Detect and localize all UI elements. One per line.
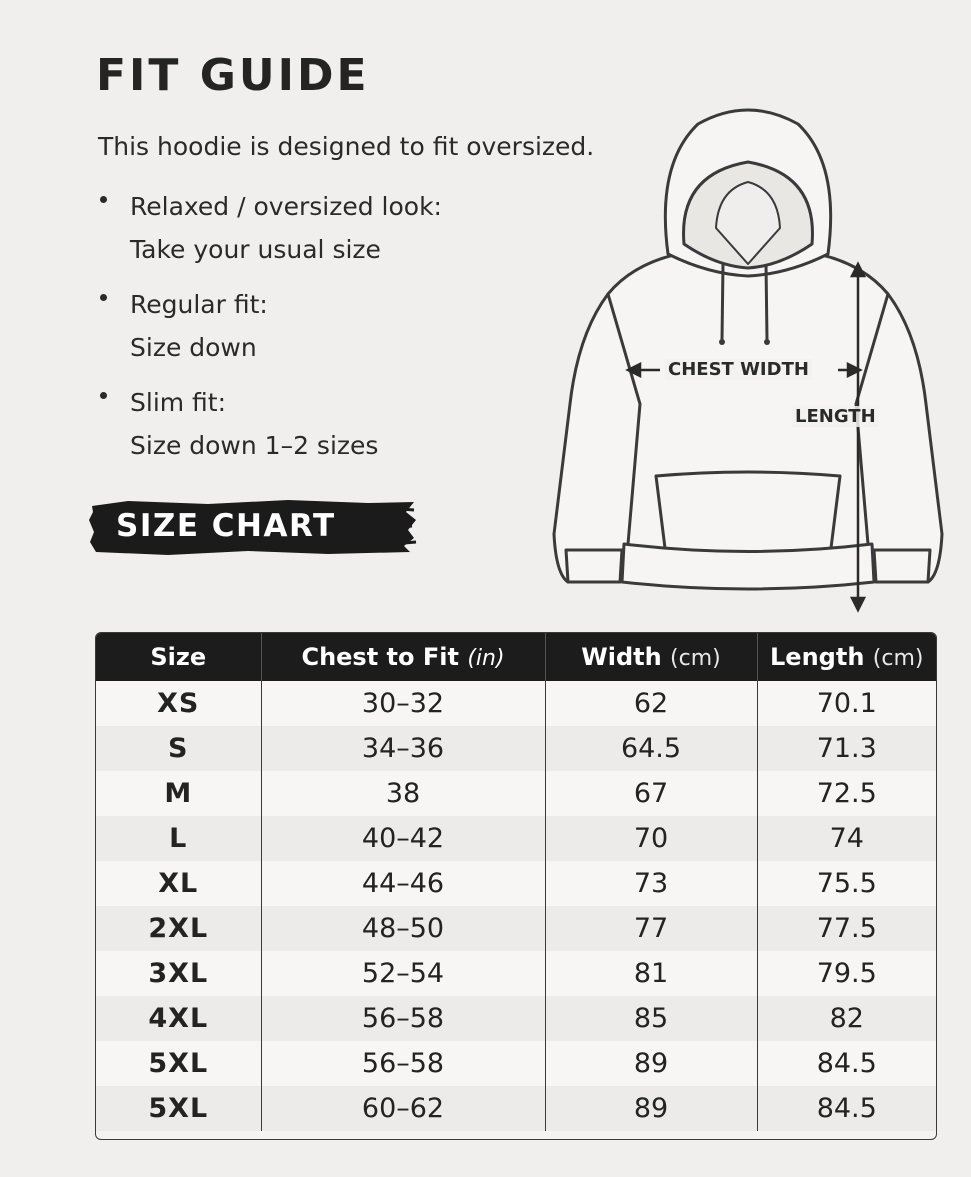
width-cell: 73: [545, 861, 757, 906]
chest-cell: 30–32: [261, 681, 545, 726]
table-row: [96, 996, 936, 1041]
fit-option: [98, 284, 442, 370]
size-cell: L: [96, 816, 261, 861]
table-row: [96, 816, 936, 861]
width-unit-label: (cm): [670, 646, 721, 671]
fit-options-list: [98, 186, 442, 480]
length-cell: 77.5: [757, 906, 936, 951]
length-label: LENGTH: [792, 406, 879, 427]
length-cell: 74: [757, 816, 936, 861]
fit-option-label: Relaxed / oversized look:: [130, 192, 442, 221]
width-cell: 64.5: [545, 726, 757, 771]
length-column-header: [757, 633, 936, 681]
size-cell: 5XL: [96, 1086, 261, 1131]
width-cell: 89: [545, 1041, 757, 1086]
chest-cell: 44–46: [261, 861, 545, 906]
size-cell: 3XL: [96, 951, 261, 996]
size-cell: 4XL: [96, 996, 261, 1041]
chest-header-label: Chest to Fit: [301, 643, 459, 671]
chest-unit-label: (in): [467, 646, 505, 671]
length-header-label: Length: [770, 643, 865, 671]
width-cell: 70: [545, 816, 757, 861]
table-header-row: [96, 633, 936, 681]
size-cell: 2XL: [96, 906, 261, 951]
bullet-icon: [100, 196, 107, 203]
chest-cell: 56–58: [261, 996, 545, 1041]
bullet-icon: [100, 392, 107, 399]
size-chart-heading: SIZE CHART: [116, 508, 336, 544]
width-cell: 85: [545, 996, 757, 1041]
length-unit-label: (cm): [872, 646, 924, 671]
table-row: [96, 1086, 936, 1131]
length-cell: 79.5: [757, 951, 936, 996]
fit-option-advice: Size down 1–2 sizes: [130, 431, 379, 460]
fit-option-label: Regular fit:: [130, 290, 268, 319]
fit-option: [98, 186, 442, 272]
fit-option-label: Slim fit:: [130, 388, 227, 417]
width-cell: 77: [545, 906, 757, 951]
size-cell: XL: [96, 861, 261, 906]
length-cell: 70.1: [757, 681, 936, 726]
chest-width-label: CHEST WIDTH: [665, 359, 812, 380]
fit-option-advice: Take your usual size: [130, 235, 381, 264]
width-header-label: Width: [581, 643, 662, 671]
width-cell: 89: [545, 1086, 757, 1131]
width-column-header: [545, 633, 757, 681]
table-row: [96, 861, 936, 906]
width-cell: 67: [545, 771, 757, 816]
size-header-label: Size: [150, 643, 207, 671]
length-cell: 82: [757, 996, 936, 1041]
size-cell: 5XL: [96, 1041, 261, 1086]
size-chart-table: [95, 632, 937, 1140]
table-row: [96, 951, 936, 996]
size-cell: M: [96, 771, 261, 816]
chest-cell: 52–54: [261, 951, 545, 996]
width-cell: 81: [545, 951, 757, 996]
chest-cell: 38: [261, 771, 545, 816]
length-cell: 72.5: [757, 771, 936, 816]
table-row: [96, 771, 936, 816]
length-cell: 75.5: [757, 861, 936, 906]
table-row: [96, 726, 936, 771]
hoodie-illustration: [548, 104, 948, 624]
chest-cell: 56–58: [261, 1041, 545, 1086]
size-cell: XS: [96, 681, 261, 726]
table-row: [96, 1041, 936, 1086]
length-cell: 71.3: [757, 726, 936, 771]
table-row: [96, 906, 936, 951]
page-title: FIT GUIDE: [96, 50, 370, 101]
size-cell: S: [96, 726, 261, 771]
chest-cell: 34–36: [261, 726, 545, 771]
chest-cell: 60–62: [261, 1086, 545, 1131]
chest-cell: 48–50: [261, 906, 545, 951]
chest-column-header: [261, 633, 545, 681]
length-cell: 84.5: [757, 1041, 936, 1086]
fit-option: [98, 382, 442, 468]
table-row: [96, 681, 936, 726]
length-cell: 84.5: [757, 1086, 936, 1131]
intro-text: This hoodie is designed to fit oversized.: [98, 132, 595, 161]
fit-option-advice: Size down: [130, 333, 257, 362]
chest-cell: 40–42: [261, 816, 545, 861]
size-column-header: [96, 633, 261, 681]
width-cell: 62: [545, 681, 757, 726]
bullet-icon: [100, 294, 107, 301]
size-chart-banner: [88, 498, 418, 556]
